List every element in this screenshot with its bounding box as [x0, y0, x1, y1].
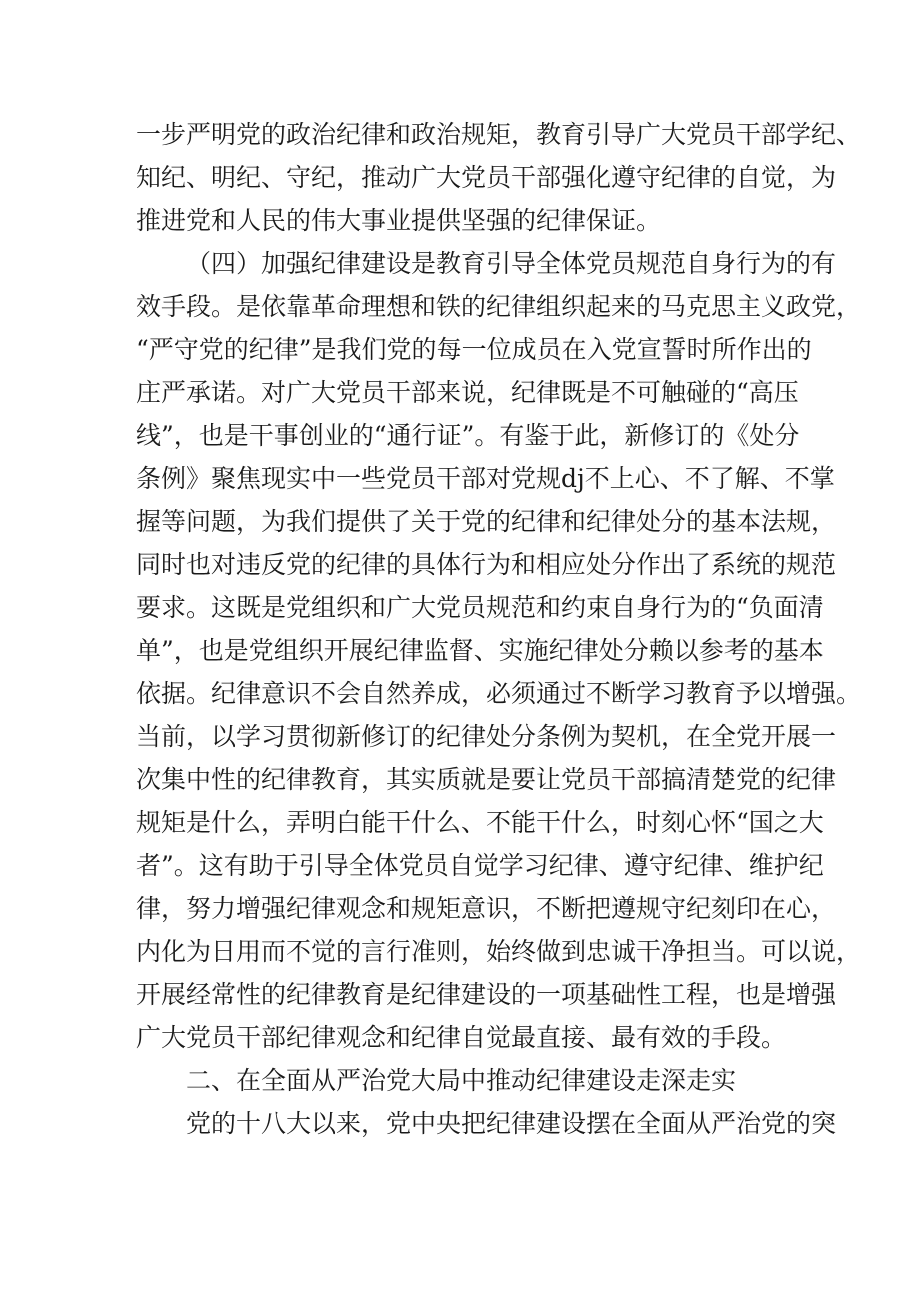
paragraph-line: 线”，也是干事创业的“通行证”。有鉴于此，新修订的《处分	[136, 421, 800, 450]
paragraph-line: “严守党的纪律”是我们党的每一位成员在入党宣誓时所作出的	[136, 335, 812, 364]
paragraph-line: 一步严明党的政治纪律和政治规矩，教育引导广大党员干部学纪、	[136, 120, 862, 149]
paragraph-line: 当前，以学习贯彻新修订的纪律处分条例为契机，在全党开展一	[136, 722, 837, 751]
paragraph-line: 庄严承诺。对广大党员干部来说，纪律既是不可触碰的“高压	[136, 378, 799, 407]
paragraph-line: 要求。这既是党组织和广大党员规范和约束自身行为的“负面清	[136, 593, 824, 622]
paragraph-line: 广大党员干部纪律观念和纪律自觉最直接、最有效的手段。	[136, 1023, 787, 1052]
section-heading: 二、在全面从严治党大局中推动纪律建设走深走实	[186, 1066, 737, 1095]
paragraph-line: 条例》聚焦现实中一些党员干部对党规dj不上心、不了解、不掌	[136, 464, 835, 493]
paragraph-line: 者”。这有助于引导全体党员自觉学习纪律、遵守纪律、维护纪	[136, 851, 824, 880]
paragraph-line: 推进党和人民的伟大事业提供坚强的纪律保证。	[136, 206, 662, 235]
paragraph-line: 效手段。是依靠革命理想和铁的纪律组织起来的马克思主义政党，	[136, 292, 862, 321]
paragraph-line: 开展经常性的纪律教育是纪律建设的一项基础性工程，也是增强	[136, 980, 837, 1009]
paragraph-line: 党的十八大以来，党中央把纪律建设摆在全面从严治党的突	[186, 1109, 837, 1138]
paragraph-line: 规矩是什么，弄明白能干什么、不能干什么，时刻心怀“国之大	[136, 808, 824, 837]
paragraph-line: 单”，也是党组织开展纪律监督、实施纪律处分赖以参考的基本	[136, 636, 824, 665]
paragraph-line: 知纪、明纪、守纪，推动广大党员干部强化遵守纪律的自觉，为	[136, 163, 837, 192]
paragraph-line: 次集中性的纪律教育，其实质就是要让党员干部搞清楚党的纪律	[136, 765, 837, 794]
paragraph-line: 律，努力增强纪律观念和规矩意识，不断把遵规守纪刻印在心，	[136, 894, 837, 923]
paragraph-line: 同时也对违反党的纪律的具体行为和相应处分作出了系统的规范	[136, 550, 837, 579]
paragraph-line: 握等问题，为我们提供了关于党的纪律和纪律处分的基本法规，	[136, 507, 837, 536]
paragraph-line: （四）加强纪律建设是教育引导全体党员规范自身行为的有	[186, 249, 837, 278]
paragraph-line: 依据。纪律意识不会自然养成，必须通过不断学习教育予以增强。	[136, 679, 862, 708]
paragraph-line: 内化为日用而不觉的言行准则，始终做到忠诚干净担当。可以说，	[136, 937, 862, 966]
